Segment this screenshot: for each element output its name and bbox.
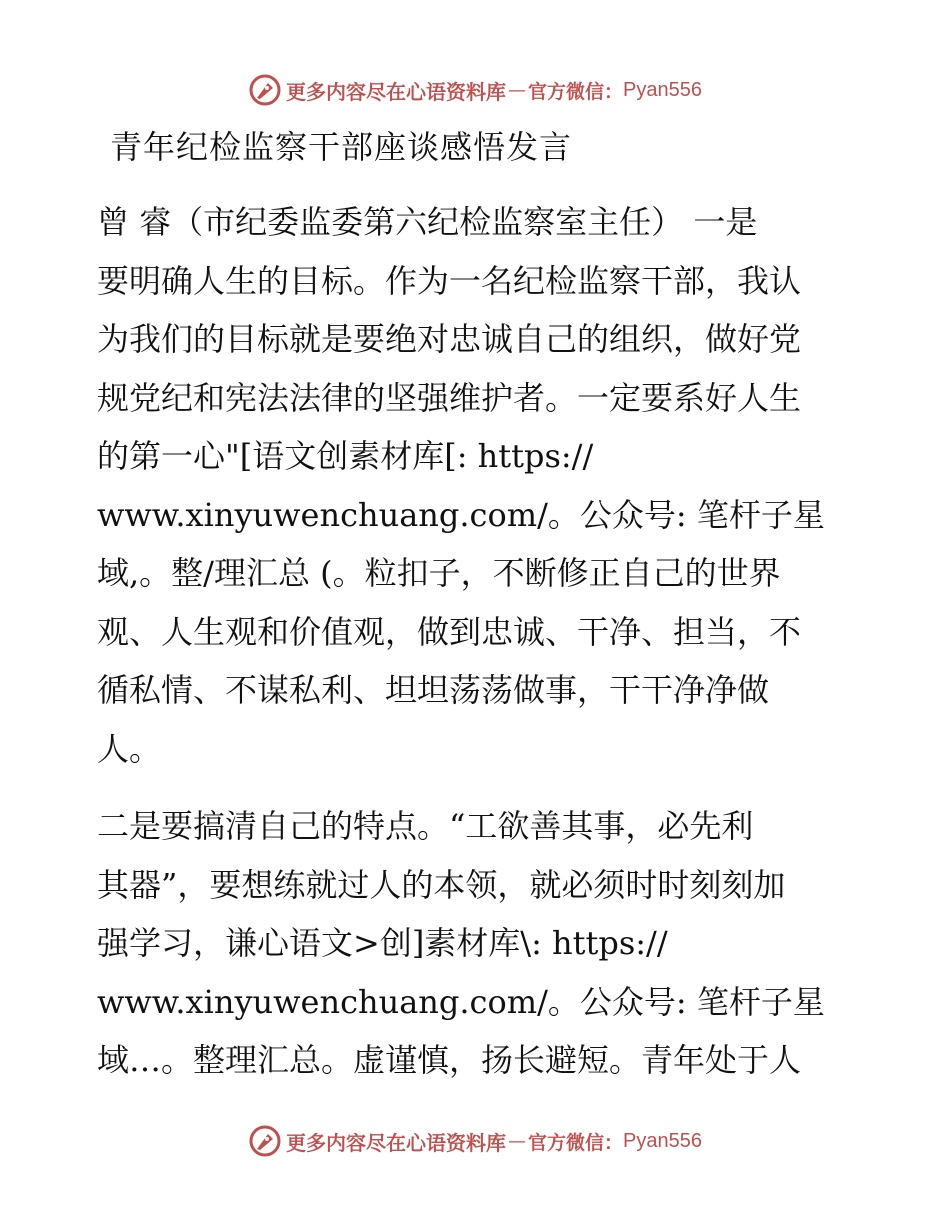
paragraph-line: 人。: [97, 729, 162, 768]
watermark-text: 更多内容尽在心语资料库: [286, 79, 506, 104]
watermark-wechat-label: 官方微信：: [528, 1131, 624, 1154]
paragraph-line: 域,。整/理汇总 (。粒扣子，不断修正自己的世界: [97, 554, 781, 592]
paragraph-1: [97, 193, 857, 778]
paragraph-line: 循私情、不谋私利、坦坦荡荡做事，干干净净做: [97, 671, 770, 709]
paragraph-line: www.xinyuwenchuang.com/。公众号: 笔杆子星: [97, 982, 825, 1021]
paragraph-line: 其器”，要想练就过人的本领，就必须时时刻刻加: [97, 865, 786, 904]
watermark-text: 更多内容尽在心语资料库: [286, 1130, 506, 1155]
paragraph-line: 二是要搞清自己的特点。“工欲善其事，必先利: [97, 807, 754, 845]
pen-nib-logo-icon: [248, 73, 282, 107]
paragraph-line: 要明确人生的目标。作为一名纪检监察干部，我认: [97, 261, 802, 300]
paragraph-line: 规党纪和宪法法律的坚强维护者。一定要系好人生: [97, 378, 802, 417]
paragraph-line: 域…。整理汇总。虚谨慎，扬长避短。青年处于人: [97, 1041, 802, 1079]
paragraph-2: [97, 797, 857, 1090]
watermark-footer: [0, 1121, 950, 1161]
document-title: 青年纪检监察干部座谈感悟发言: [110, 128, 573, 166]
watermark-wechat-id: Pyan556: [623, 78, 702, 101]
paragraph-line: 为我们的目标就是要绝对忠诚自己的组织，做好党: [97, 320, 802, 358]
watermark-dash: —: [508, 79, 526, 101]
watermark-wechat-label: 官方微信：: [528, 80, 624, 103]
paragraph-line: 强学习，谦心语文>创]素材库\: https://: [97, 924, 668, 962]
paragraph-line: 的第一心"[语文创素材库[: https://: [97, 437, 594, 475]
watermark-wechat-id: Pyan556: [623, 1129, 702, 1152]
paragraph-line: 观、人生观和价值观，做到忠诚、干净、担当，不: [97, 612, 802, 651]
paragraph-line: 曾 睿（市纪委监委第六纪检监察室主任） 一是: [97, 203, 758, 241]
watermark-dash: —: [508, 1130, 526, 1152]
watermark-header: [0, 70, 950, 110]
pen-nib-logo-icon: [248, 1124, 282, 1158]
paragraph-line: www.xinyuwenchuang.com/。公众号: 笔杆子星: [97, 495, 825, 534]
